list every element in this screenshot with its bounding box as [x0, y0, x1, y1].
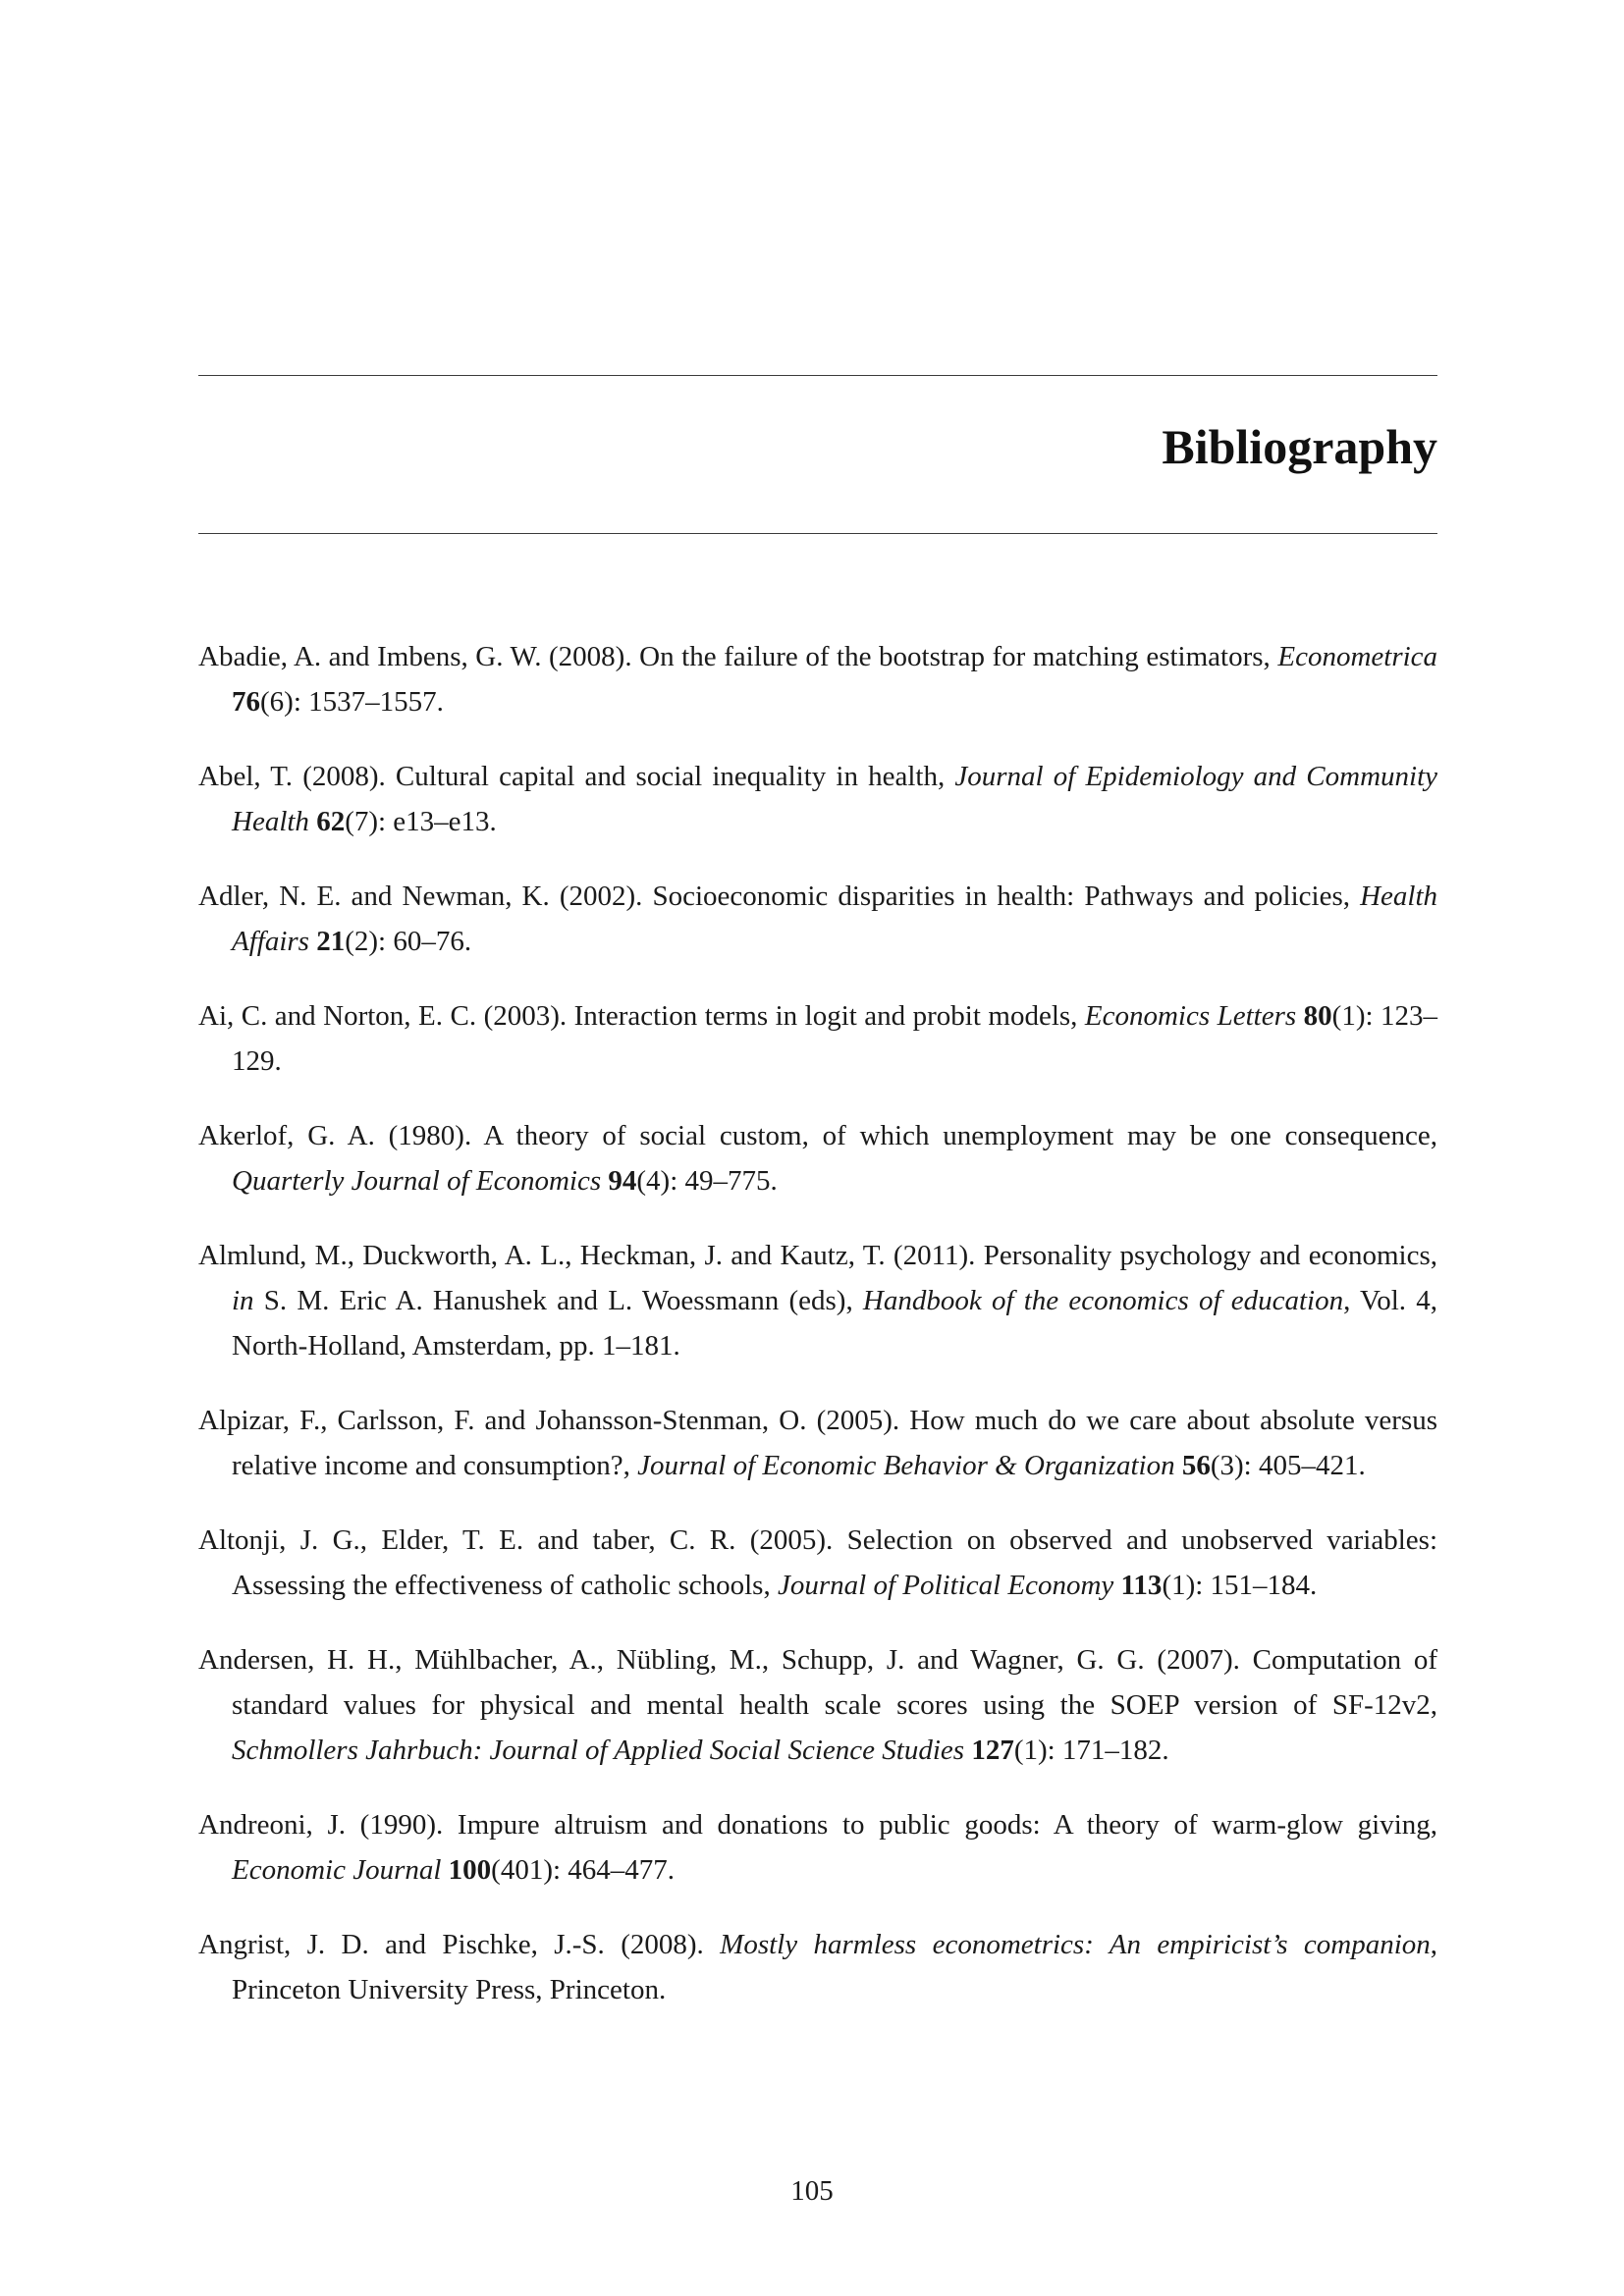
bib-entry [198, 1398, 1437, 1488]
entry-source: Quarterly Journal of Economics [232, 1165, 602, 1197]
entry-details: , Vol. 4, North-Holland, Amsterdam, pp. 1–181. [232, 1285, 1438, 1362]
entry-year: (2002). [559, 881, 643, 912]
entry-title: On the failure of the bootstrap for matching estimators, [639, 641, 1271, 672]
entry-details: (1): 151–184. [1162, 1570, 1318, 1601]
entry-authors: Abel, T. [198, 761, 294, 792]
entry-editors: S. M. Eric A. Hanushek and L. Woessmann (eds), [263, 1285, 853, 1316]
header-rule-top [198, 375, 1437, 376]
bib-entry [198, 1637, 1437, 1773]
entry-authors: Altonji, J. G., Elder, T. E. and taber, C. R. [198, 1524, 736, 1556]
entry-source: Journal of Epidemiology and Community Health [232, 761, 1438, 837]
entry-title: Computation of standard values for physical and mental health scale scores using the SOEP version of SF-12v2, [232, 1644, 1438, 1721]
entry-authors: Andreoni, J. [198, 1809, 346, 1841]
entry-details: , Princeton University Press, Princeton. [232, 1929, 1438, 2005]
entry-source: Journal of Economic Behavior & Organization [637, 1450, 1175, 1481]
entry-authors: Ai, C. and Norton, E. C. [198, 1000, 477, 1032]
entry-source: Journal of Political Economy [777, 1570, 1114, 1601]
entry-authors: Adler, N. E. and Newman, K. [198, 881, 550, 912]
chapter-title: Bibliography [1162, 419, 1437, 474]
entry-volume: 62 [316, 806, 346, 837]
entry-authors: Alpizar, F., Carlsson, F. and Johansson-Stenman, O. [198, 1405, 807, 1436]
entry-source: Schmollers Jahrbuch: Journal of Applied Social Science Studies [232, 1735, 965, 1766]
entry-authors: Andersen, H. H., Mühlbacher, A., Nübling, M., Schupp, J. and Wagner, G. G. [198, 1644, 1145, 1676]
entry-volume: 76 [232, 686, 260, 718]
entry-year: (2003). [483, 1000, 568, 1032]
entry-details: (1): 123–129. [232, 1000, 1438, 1077]
entry-volume: 113 [1120, 1570, 1163, 1601]
entry-year: (2008). [549, 641, 632, 672]
entry-authors: Abadie, A. and Imbens, G. W. [198, 641, 542, 672]
entry-title: Interaction terms in logit and probit models, [573, 1000, 1078, 1032]
entry-title: Impure altruism and donations to public goods: A theory of warm-glow giving, [457, 1809, 1438, 1841]
bibliography-list [198, 634, 1437, 2042]
entry-authors: Almlund, M., Duckworth, A. L., Heckman, J. and Kautz, T. [198, 1240, 886, 1271]
bib-entry [198, 1922, 1437, 2012]
page-number: 105 [790, 2175, 834, 2207]
entry-title: A theory of social custom, of which unemployment may be one consequence, [483, 1120, 1437, 1151]
bib-entry [198, 874, 1437, 964]
entry-volume: 21 [316, 926, 346, 957]
entry-source: Mostly harmless econometrics: An empiricist’s companion [720, 1929, 1431, 1960]
bib-entry [198, 634, 1437, 724]
entry-details: (401): 464–477. [491, 1854, 676, 1886]
entry-title: Personality psychology and economics, [983, 1240, 1438, 1271]
entry-source: Health Affairs [232, 881, 1438, 957]
bib-entry [198, 1113, 1437, 1203]
entry-authors: Akerlof, G. A. [198, 1120, 375, 1151]
bib-entry [198, 1802, 1437, 1893]
entry-details: (4): 49–775. [636, 1165, 778, 1197]
entry-year: (2008). [621, 1929, 704, 1960]
entry-details: (1): 171–182. [1013, 1735, 1169, 1766]
entry-year: (2005). [749, 1524, 834, 1556]
entry-year: (1980). [388, 1120, 472, 1151]
entry-volume: 127 [971, 1735, 1014, 1766]
entry-source: Economic Journal [232, 1854, 442, 1886]
entry-in-word: in [232, 1285, 254, 1316]
entry-source: Economics Letters [1084, 1000, 1297, 1032]
entry-details: (6): 1537–1557. [260, 686, 444, 718]
entry-year: (2008). [302, 761, 386, 792]
bib-entry [198, 993, 1437, 1084]
entry-source: Econometrica [1277, 641, 1438, 672]
entry-details: (2): 60–76. [345, 926, 472, 957]
entry-title: Socioeconomic disparities in health: Pathways and policies, [652, 881, 1350, 912]
header-rule-bottom [198, 533, 1437, 534]
entry-volume: 94 [608, 1165, 637, 1197]
entry-title: How much do we care about absolute versus relative income and consumption?, [232, 1405, 1438, 1481]
entry-volume: 56 [1181, 1450, 1211, 1481]
entry-volume: 80 [1303, 1000, 1332, 1032]
entry-volume: 100 [448, 1854, 492, 1886]
entry-authors: Angrist, J. D. and Pischke, J.-S. [198, 1929, 605, 1960]
bib-entry [198, 1518, 1437, 1608]
entry-source: Handbook of the economics of education [862, 1285, 1344, 1316]
entry-year: (2007). [1157, 1644, 1240, 1676]
entry-details: (3): 405–421. [1210, 1450, 1366, 1481]
entry-year: (2011). [893, 1240, 976, 1271]
entry-title: Cultural capital and social inequality in health, [395, 761, 946, 792]
entry-details: (7): e13–e13. [345, 806, 497, 837]
entry-year: (1990). [359, 1809, 444, 1841]
bib-entry [198, 754, 1437, 844]
entry-year: (2005). [816, 1405, 900, 1436]
entry-title: Selection on observed and unobserved variables: Assessing the effectiveness of catholic schools, [232, 1524, 1438, 1601]
bib-entry [198, 1233, 1437, 1368]
